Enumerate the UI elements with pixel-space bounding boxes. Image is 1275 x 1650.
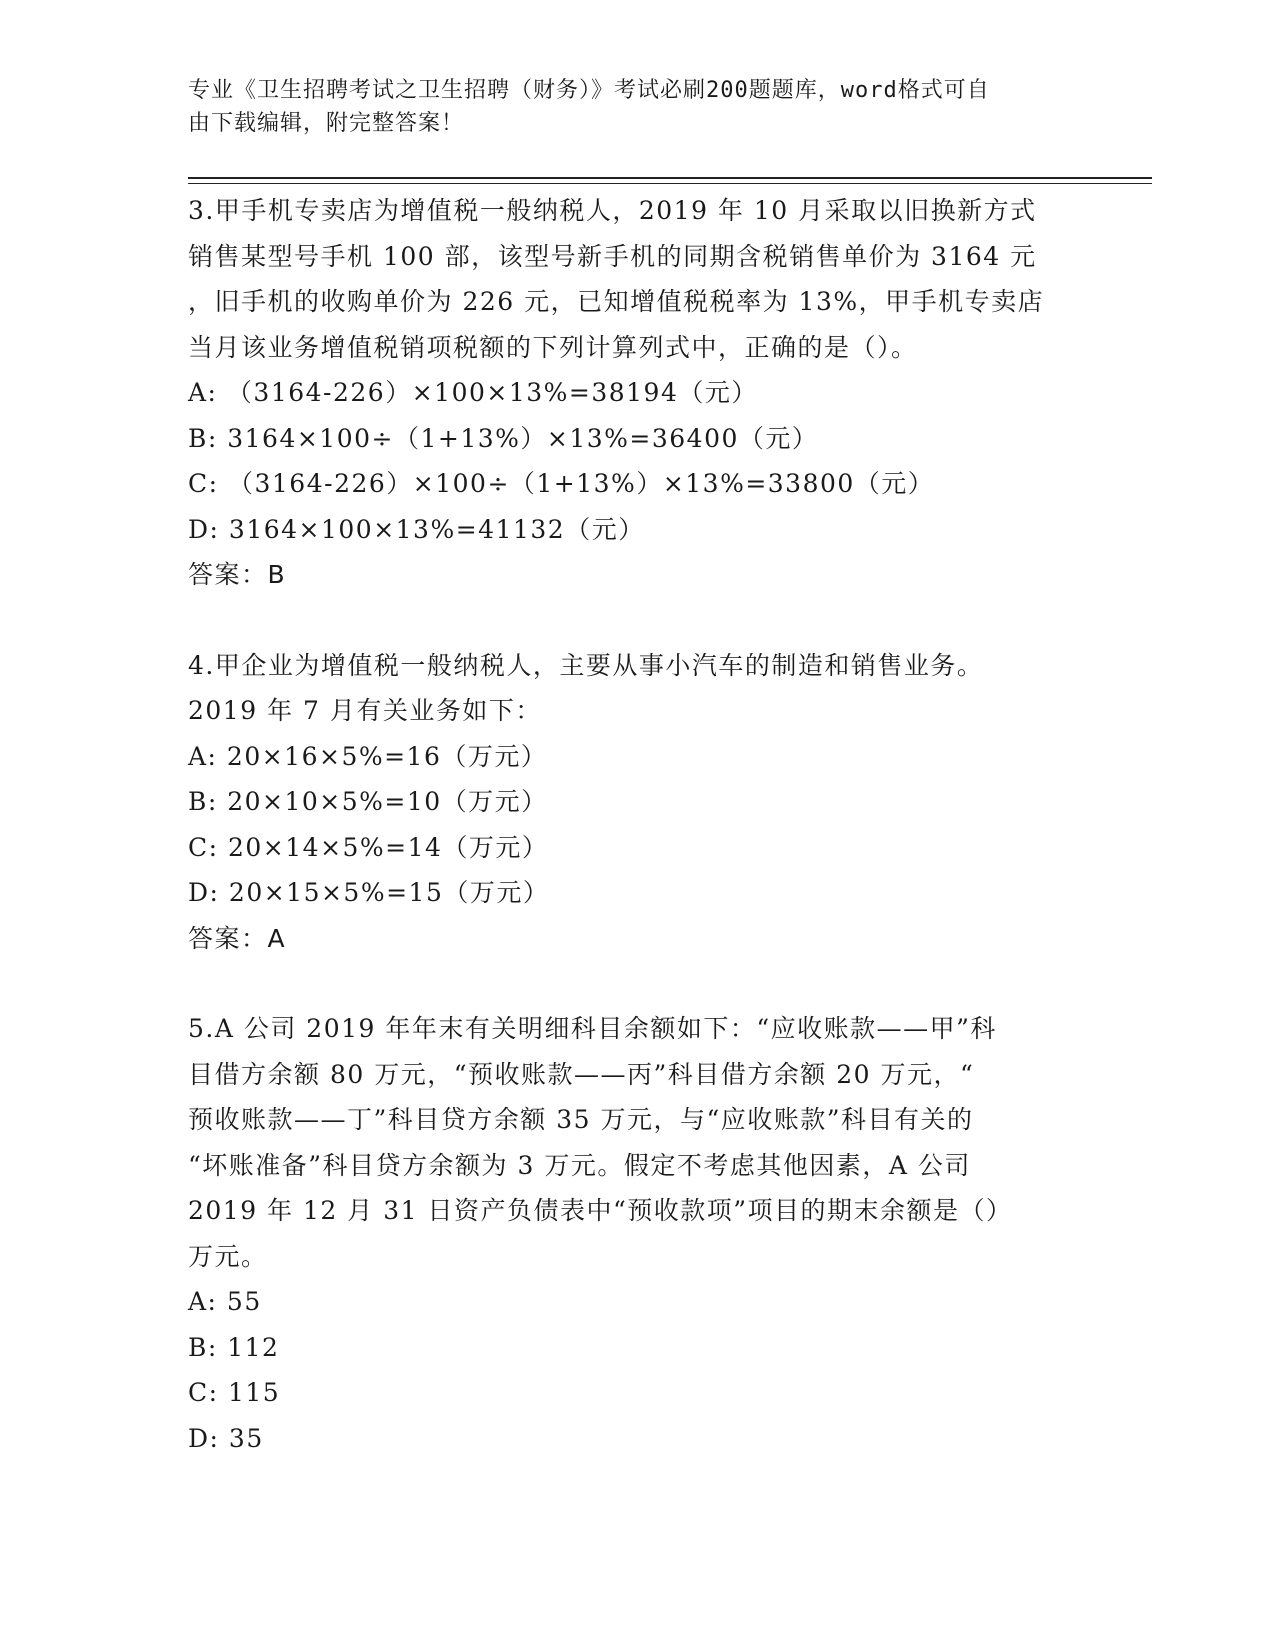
- header-divider-thin: [188, 183, 1152, 184]
- option-c: C: （3164-226）×100÷（1+13%）×13%=33800（元）: [188, 469, 935, 498]
- option-b: B: 3164×100÷（1+13%）×13%=36400（元）: [188, 423, 819, 453]
- option-d: D: 3164×100×13%=41132（元）: [188, 514, 645, 544]
- question-text-line: 预收账款——丁”科目贷方余额 35 万元，与“应收账款”科目有关的: [188, 1105, 974, 1134]
- option-a: A: （3164-226）×100×13%=38194（元）: [188, 378, 758, 407]
- question-5: [188, 1006, 1088, 1461]
- header-line-1: 专业《卫生招聘考试之卫生招聘（财务）》考试必刷200题题库，word格式可自: [188, 78, 990, 103]
- question-list: [188, 188, 1088, 1461]
- question-text-line: 3.甲手机专卖店为增值税一般纳税人，2019 年 10 月采取以旧换新方式: [188, 196, 1037, 225]
- question-text-line: 销售某型号手机 100 部，该型号新手机的同期含税销售单价为 3164 元: [188, 241, 1037, 271]
- question-3: [188, 188, 1088, 598]
- question-text-line: ，旧手机的收购单价为 226 元，已知增值税税率为 13%，甲手机专卖店: [188, 287, 1045, 316]
- option-a: A: 20×16×5%=16（万元）: [188, 741, 548, 771]
- option-c: C: 115: [188, 1378, 281, 1407]
- question-text-line: 2019 年 7 月有关业务如下：: [188, 696, 542, 725]
- option-c: C: 20×14×5%=14（万元）: [188, 832, 549, 862]
- question-spacer: [188, 961, 1088, 1006]
- option-b: B: 20×10×5%=10（万元）: [188, 787, 548, 816]
- question-text-line: 万元。: [188, 1241, 268, 1271]
- header-line-2: 由下载编辑，附完整答案！: [188, 111, 465, 136]
- question-text-line: 当月该业务增值税销项税额的下列计算列式中，正确的是（）。: [188, 332, 918, 362]
- option-d: D: 35: [188, 1423, 264, 1453]
- question-text-line: 2019 年 12 月 31 日资产负债表中“预收款项”项目的期末余额是（）: [188, 1196, 1013, 1225]
- header-divider-thick: [188, 177, 1152, 179]
- question-spacer: [188, 598, 1088, 643]
- answer: 答案：B: [188, 560, 287, 589]
- question-text-line: 目借方余额 80 万元，“预收账款——丙”科目借方余额 20 万元，“: [188, 1059, 975, 1089]
- question-text-line: 5.A 公司 2019 年年末有关明细科目余额如下：“应收账款——甲”科: [188, 1014, 997, 1043]
- option-b: B: 112: [188, 1332, 280, 1362]
- document-header: [188, 74, 1068, 140]
- answer: 答案：A: [188, 923, 287, 953]
- question-4: [188, 643, 1088, 962]
- option-d: D: 20×15×5%=15（万元）: [188, 878, 550, 907]
- question-text-line: 4.甲企业为增值税一般纳税人，主要从事小汽车的制造和销售业务。: [188, 650, 984, 680]
- question-text-line: “坏账准备”科目贷方余额为 3 万元。假定不考虑其他因素，A 公司: [188, 1150, 971, 1180]
- option-a: A: 55: [188, 1287, 262, 1316]
